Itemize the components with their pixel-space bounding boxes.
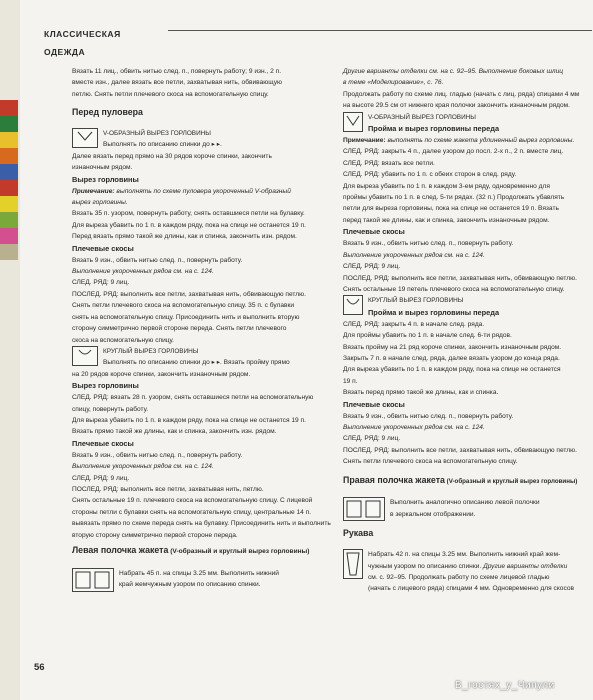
page-number: 56	[34, 662, 45, 673]
text-line: СЛЕД. РЯД: убавить по 1 п. с обеих сторон в след. ряду.	[343, 171, 517, 179]
color-tab	[0, 244, 18, 260]
intro-line: петлю. Снять петли плечевого скоса на вспомогательную спицу.	[72, 90, 269, 98]
v-neck-label: V-ОБРАЗНЫЙ ВЫРЕЗ ГОРЛОВИНЫ	[368, 113, 476, 121]
header-rule	[168, 30, 592, 31]
right-jacket-line: Выполнить аналогично описанию левой полочки	[390, 499, 540, 507]
short-rows-ref: Выполнение укороченных рядов см. на с. 124.	[72, 463, 214, 471]
note-text-2: вырез горловины.	[72, 199, 128, 207]
text-line: ПОСЛЕД. РЯД: выполнить все петли, захватывая нить, обвивающую петлю.	[343, 274, 577, 282]
text-line: Вязать пройму на 21 ряд короче спинки, закончить изнаночным рядом.	[343, 343, 562, 351]
left-jacket-heading	[72, 543, 337, 559]
color-tab	[0, 100, 18, 116]
color-tab	[0, 228, 18, 244]
text-line: Для проймы убавить по 1 п. в начале след. 6-ти рядов.	[343, 332, 512, 340]
v-neck-sweater-icon	[72, 128, 98, 148]
text-line: СЛЕД. РЯД: закрыть 4 п. в начале след. ряда.	[343, 320, 485, 328]
jacket-front-icon	[72, 568, 114, 592]
text-line: СЛЕД. РЯД: вязать все петли.	[343, 159, 435, 167]
right-jacket-title: Правая полочка жакета	[343, 474, 445, 485]
text-line: СЛЕД. РЯД: 9 лиц.	[343, 435, 401, 443]
text-line: изнаночным рядом.	[72, 164, 133, 172]
round-neck-block	[343, 295, 589, 318]
sleeve-line-text: чужным узором по описанию спинки.	[368, 562, 482, 570]
left-column	[72, 66, 337, 592]
text-line: перед такой же длины, как и спинка, закончить изнаночным рядом.	[343, 216, 550, 224]
v-neck-block	[343, 112, 589, 135]
color-tab	[0, 148, 18, 164]
note	[343, 135, 589, 146]
color-tabs	[0, 100, 18, 260]
text-line: на высоте 29.5 см от нижнего края полочки закончить изнаночным рядом.	[343, 102, 570, 110]
text-line: стороны петли с булавки снять на вспомогательную спицу, центральные 14 п.	[72, 508, 312, 516]
text-line: СЛЕД. РЯД: 9 лиц.	[72, 279, 130, 287]
v-neck-label: V-ОБРАЗНЫЙ ВЫРЕЗ ГОРЛОВИНЫ	[103, 130, 211, 138]
text-line: Снять остальные 19 п. плечевого скоса на вспомогательную спицу. С лицевой	[72, 497, 313, 505]
text-line: СЛЕД. РЯД: закрыть 4 п., далее узором до посл. 2-х п., 2 п. вместе лиц.	[343, 148, 564, 156]
text-line: Вязать 9 изн., обвить нитью след. п., повернуть работу.	[343, 240, 514, 248]
color-tab	[0, 132, 18, 148]
text-line: петли для выреза горловины, пока на спице не останется 19 п. Вязать	[343, 205, 559, 213]
trim-ref: Другие варианты отделки см. на с. 92–95. Выполнение боковых шлиц	[343, 68, 564, 75]
watermark: В_гостях_у_Чипули	[455, 680, 555, 691]
text-line: Вязать перед прямо такой же длины, как и спинка.	[343, 389, 499, 397]
note-text: выполнять по схеме пуловера укороченный V-образный	[114, 187, 291, 195]
text-line: Для выреза убавить по 1 п. в каждом ряду, пока на спице не останется 19 п.	[72, 221, 306, 229]
sleeve-line: см. с. 92–95. Продолжать работу по схеме лицевой гладью	[368, 574, 550, 581]
color-tab	[0, 212, 18, 228]
right-jacket-block	[343, 497, 589, 521]
text-line: Продолжать работу по схеме лиц. гладью (начать с лиц. ряда) спицами 4 мм	[343, 90, 580, 98]
text-line: Перед вязать прямо такой же длины, как и спинка, закончить изн. рядом.	[72, 233, 297, 241]
sleeve-title: Рукава	[343, 528, 374, 539]
color-tab	[0, 164, 18, 180]
note-lead: Примечание:	[72, 187, 115, 195]
text-line: Вязать 35 п. узором, повернуть работу, снять оставшиеся петли на булавку.	[72, 210, 305, 218]
text-line: вторую сторону симметрично первой стороне переда.	[72, 531, 238, 539]
text-line: ПОСЛЕД. РЯД: выполнить все петли, захватывая нить, обвивающую петлю.	[72, 290, 306, 298]
neck2-title: Вырез горловины	[72, 381, 139, 391]
text-line: вывязать прямо по схеме переда снять на булавку. Присоединить нить и выполнить	[72, 520, 331, 528]
text-line: скоса на вспомогательную спицу.	[72, 336, 174, 344]
text-line: проймы убавить по 1 п. в след. 5-ти рядах. (32 п.) Продолжать убавлять	[343, 194, 565, 202]
color-tab	[0, 180, 18, 196]
text-line: Вязать 9 изн., обвить нитью след. п., повернуть работу.	[72, 256, 243, 264]
intro-line: Вязать 11 лиц., обвить нитью след. п., повернуть работу; 9 изн., 2 п.	[72, 68, 282, 75]
right-jacket-heading	[343, 473, 589, 489]
text-line: Для выреза убавить по 1 п. в каждом 3-ем ряду, одновременно для	[343, 182, 550, 190]
text-line: СЛЕД. РЯД: вязать 28 п. узором, снять оставшиеся петли на вспомогательную	[72, 394, 314, 402]
short-rows-ref: Выполнение укороченных рядов см. на с. 124.	[343, 423, 485, 431]
shoulder-title: Плечевые скосы	[343, 227, 405, 237]
intro-line: вместе изн., далее вязать все петли, захватывая нить, обвивающую	[72, 79, 282, 87]
left-jacket-line: край жемчужным узором по описанию спинки.	[119, 581, 261, 589]
sleeve-icon	[343, 549, 363, 579]
sleeve-italic: Другие варианты отделки	[481, 562, 568, 570]
color-tab	[0, 116, 18, 132]
color-tab	[0, 196, 18, 212]
v-neck-line: Выполнять по описанию спинки до ▸ ▸.	[103, 141, 222, 149]
round-neck-jacket-icon	[343, 295, 363, 315]
text-line: Снять петли плечевого скоса на вспомогательную спицу.	[343, 458, 518, 466]
note-text: выполнять по схеме жакета удлиненный вырез горловины.	[385, 137, 575, 145]
text-line: Вязать прямо такой же длины, как и спинка, закончить изн. рядом.	[72, 428, 277, 436]
text-line: Далее вязать перед прямо на 30 рядов короче спинки, закончить	[72, 152, 272, 160]
round-neck-sweater-icon	[72, 346, 98, 366]
text-line: Снять остальные 19 петель плечевого скоса на вспомогательную спицу.	[343, 285, 565, 293]
section-header	[44, 24, 164, 57]
neck-title: Вырез горловины	[72, 174, 139, 184]
text-line: Закрыть 7 п. в начале след. ряда, далее вязать узором до конца ряда.	[343, 354, 560, 362]
v-neck-block	[72, 128, 337, 151]
left-jacket-block	[72, 568, 337, 592]
shoulder2-title: Плечевые скосы	[72, 438, 134, 448]
text-line: СЛЕД. РЯД: 9 лиц.	[343, 263, 401, 271]
front-title: Перед пуловера	[72, 107, 143, 118]
jacket-front-icon	[343, 497, 385, 521]
shoulder2-title: Плечевые скосы	[343, 399, 405, 409]
left-jacket-title: Левая полочка жакета	[72, 545, 169, 556]
v-neck-jacket-icon	[343, 112, 363, 132]
round-neck-label: КРУГЛЫЙ ВЫРЕЗ ГОРЛОВИНЫ	[103, 347, 199, 355]
sleeve-line: (начать с лицевого ряда) спицами 4 мм. Одновременно для скосов	[368, 585, 574, 593]
section-title: КЛАССИЧЕСКАЯ ОДЕЖДА	[44, 29, 121, 57]
v-neck-sub: Пройма и вырез горловины переда	[368, 124, 500, 134]
right-jacket-sub: (V-образный и круглый вырез горловины)	[444, 477, 578, 485]
left-jacket-sub: (V-образный и круглый вырез горловины)	[168, 548, 310, 556]
text-line: 19 п.	[343, 377, 358, 385]
left-jacket-line: Набрать 45 п. на спицы 3.25 мм. Выполнить нижний	[119, 569, 279, 577]
round-neck-label: КРУГЛЫЙ ВЫРЕЗ ГОРЛОВИНЫ	[368, 297, 464, 305]
note-lead: Примечание:	[343, 137, 386, 145]
text-line: спицу, повернуть работу.	[72, 405, 149, 413]
text-line: Снять петли плечевого скоса на вспомогательную спицу. 35 п. с булавки	[72, 302, 295, 310]
right-jacket-line: в зеркальном отображении.	[390, 510, 476, 518]
round-neck-block	[72, 346, 337, 369]
round-neck-sub: Пройма и вырез горловины переда	[368, 307, 500, 317]
note	[72, 186, 337, 197]
sleeve-line: Набрать 42 п. на спицы 3.25 мм. Выполнить нижний край жем-	[368, 551, 561, 559]
round-neck-line: Выполнять по описанию спинки до ▸ ▸. Вязать пройму прямо	[103, 359, 290, 367]
text-line: Вязать 9 изн., обвить нитью след. п., повернуть работу.	[72, 451, 243, 459]
short-rows-ref: Выполнение укороченных рядов см. на с. 124.	[72, 268, 214, 276]
short-rows-ref: Выполнение укороченных рядов см. на с. 124.	[343, 251, 485, 259]
text-line: снять на вспомогательную спицу. Присоединить нить и выполнить вторую	[72, 313, 300, 321]
text-line: ПОСЛЕД. РЯД: выполнить все петли, захватывая нить, обвивающую петлю.	[343, 446, 577, 454]
text-line: ПОСЛЕД. РЯД: выполнить все петли, захватывая нить, петлю.	[72, 485, 264, 493]
round-neck-line: на 20 рядов короче спинки, закончить изнаночным рядом.	[72, 370, 251, 378]
right-column	[343, 66, 589, 595]
shoulder-title: Плечевые скосы	[72, 243, 134, 253]
text-line: Для выреза убавить по 1 п. в каждом ряду, пока на спице не останется 19 п.	[72, 416, 306, 424]
text-line: Вязать 9 изн., обвить нитью след. п., повернуть работу.	[343, 412, 514, 420]
text-line: СЛЕД. РЯД: 9 лиц.	[72, 474, 130, 482]
trim-ref: в теме «Моделирование», с. 76.	[343, 79, 444, 87]
sleeve-line-2	[368, 561, 574, 572]
sleeve-block	[343, 549, 589, 595]
text-line: Для выреза убавить по 1 п. в каждом ряду, пока на спице не останется	[343, 366, 561, 374]
text-line: сторону симметрично первой стороне переда. Снять петли плечевого	[72, 325, 287, 333]
